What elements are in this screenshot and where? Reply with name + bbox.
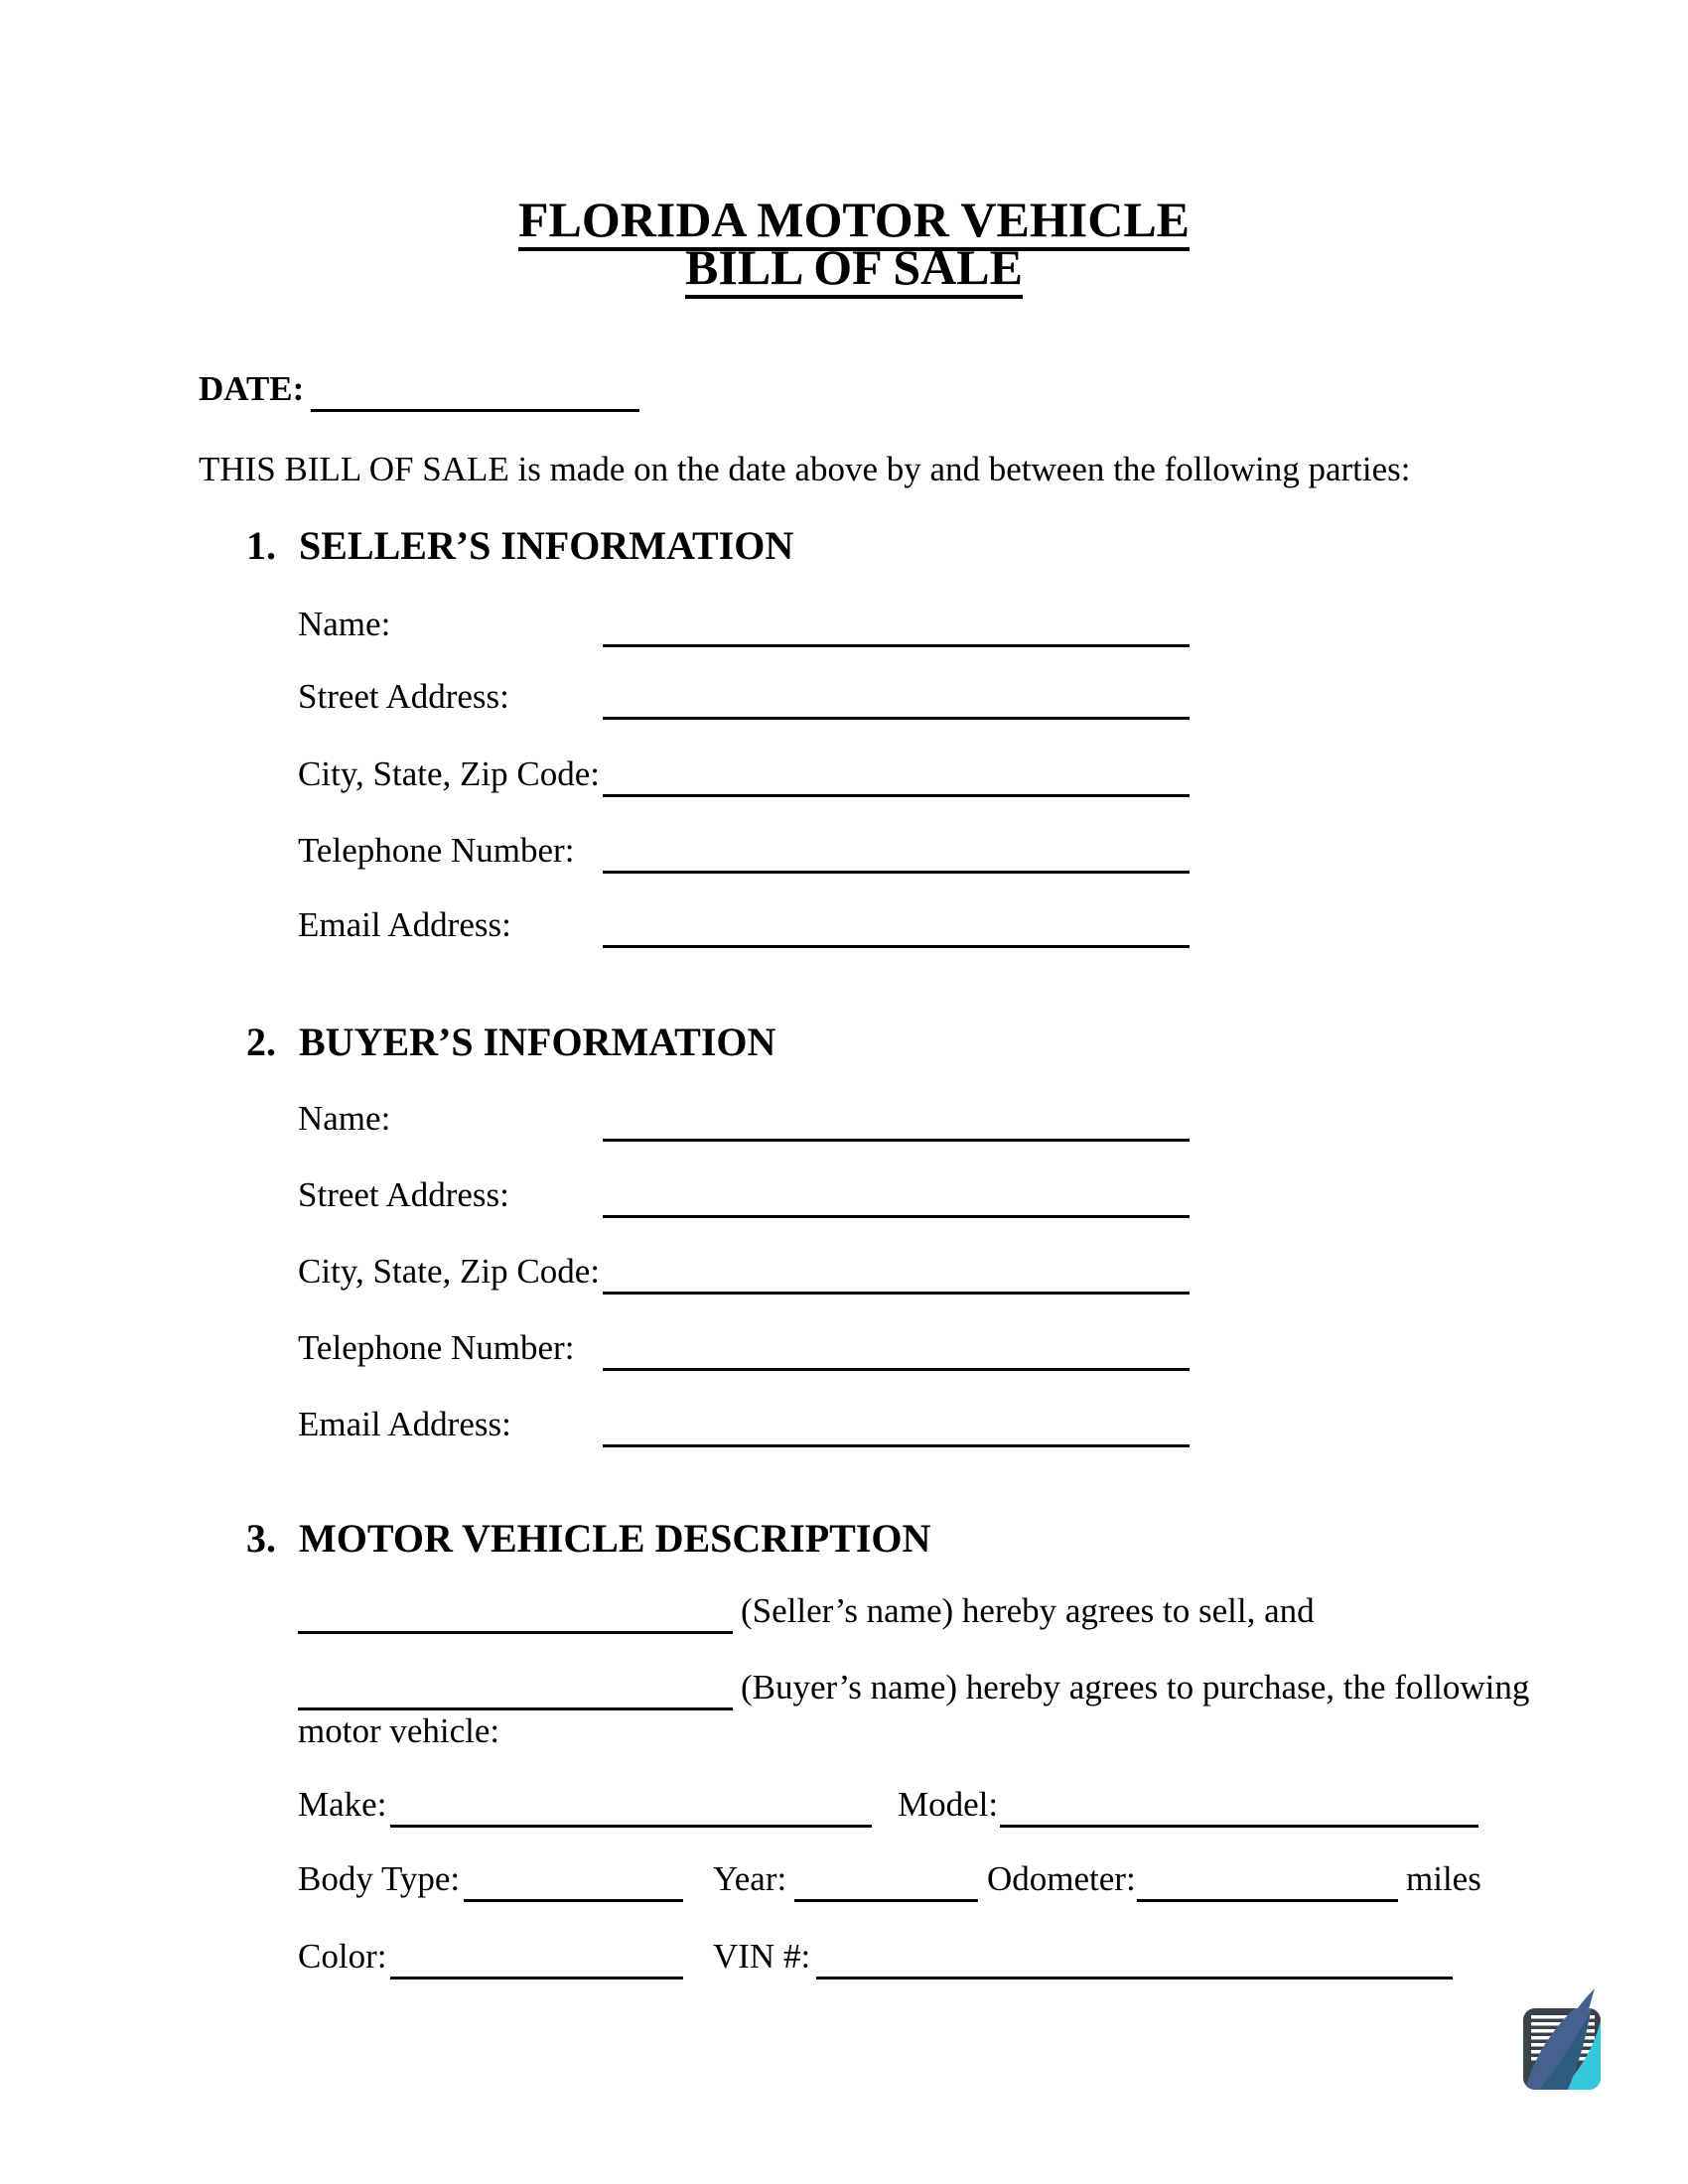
seller-street-label: Street Address: [298,677,509,716]
seller-name-blank-line[interactable] [298,1631,733,1634]
odometer-unit-label: miles [1406,1859,1481,1898]
section-2-number: 2. [246,1020,276,1064]
seller-name-row [298,604,1190,645]
color-field-line[interactable] [390,1977,683,1979]
model-label: Model: [898,1785,999,1824]
formspal-document-logo-icon [1521,1988,1611,2092]
title-line-1: FLORIDA MOTOR VEHICLE [518,192,1190,251]
section-2-heading: BUYER’S INFORMATION [299,1020,776,1064]
seller-phone-row [298,830,1190,872]
buyer-city-label: City, State, Zip Code: [298,1252,600,1291]
buyer-email-row [298,1404,1190,1445]
seller-street-row [298,676,1190,718]
color-label: Color: [298,1937,387,1976]
date-label: DATE: [199,369,305,408]
vin-label: VIN #: [713,1937,811,1976]
make-label: Make: [298,1785,387,1824]
year-label: Year: [713,1859,787,1898]
section-1-heading-row [246,522,793,570]
color-vin-row [298,1936,1453,1978]
buyer-street-label: Street Address: [298,1175,509,1214]
seller-street-field-line[interactable] [603,717,1190,720]
section-3-heading: MOTOR VEHICLE DESCRIPTION [299,1516,931,1561]
year-field-line[interactable] [794,1899,978,1902]
motor-vehicle-wrap-text: motor vehicle: [298,1711,500,1750]
buyer-city-field-line[interactable] [603,1292,1190,1295]
section-2-heading-row [246,1019,775,1066]
buyer-agrees-row [298,1667,1529,1708]
seller-phone-label: Telephone Number: [298,831,575,870]
buyer-street-field-line[interactable] [603,1215,1190,1218]
buyer-agrees-text: (Buyer’s name) hereby agrees to purchase, the following [741,1668,1530,1706]
section-3-number: 3. [246,1516,276,1561]
section-1-number: 1. [246,523,276,568]
buyer-name-label: Name: [298,1099,391,1138]
make-model-row [298,1784,1478,1826]
model-field-line[interactable] [1000,1825,1478,1828]
buyer-phone-row [298,1327,1190,1369]
body-type-label: Body Type: [298,1859,461,1898]
buyer-email-label: Email Address: [298,1405,511,1443]
section-1-heading: SELLER’S INFORMATION [299,523,794,568]
buyer-name-field-line[interactable] [603,1139,1190,1142]
date-row [199,368,639,410]
odometer-field-line[interactable] [1137,1899,1398,1902]
seller-email-row [298,904,1190,946]
seller-city-label: City, State, Zip Code: [298,754,600,793]
seller-city-field-line[interactable] [603,794,1190,797]
seller-name-field-line[interactable] [603,644,1190,647]
body-year-odometer-row [298,1858,1481,1900]
page-title [0,192,1688,295]
buyer-city-row [298,1251,1190,1293]
title-line-2: BILL OF SALE [685,239,1023,299]
buyer-name-row [298,1098,1190,1140]
seller-agrees-row [298,1590,1315,1632]
odometer-label: Odometer: [987,1859,1136,1898]
make-field-line[interactable] [390,1825,872,1828]
section-3-heading-row [246,1515,930,1563]
buyer-phone-field-line[interactable] [603,1368,1190,1371]
buyer-street-row [298,1174,1190,1216]
seller-email-label: Email Address: [298,905,511,944]
intro-text: THIS BILL OF SALE is made on the date above by and between the following parties: [199,450,1411,488]
seller-city-row [298,753,1190,795]
buyer-phone-label: Telephone Number: [298,1328,575,1367]
seller-phone-field-line[interactable] [603,871,1190,874]
seller-name-label: Name: [298,605,391,643]
seller-agrees-text: (Seller’s name) hereby agrees to sell, and [741,1591,1315,1630]
buyer-email-field-line[interactable] [603,1444,1190,1447]
date-field-line[interactable] [311,409,639,412]
vin-field-line[interactable] [816,1977,1453,1979]
body-type-field-line[interactable] [464,1899,683,1902]
seller-email-field-line[interactable] [603,945,1190,948]
